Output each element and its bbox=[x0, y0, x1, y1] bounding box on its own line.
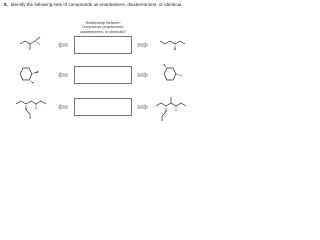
relationship-column-header bbox=[74, 21, 132, 34]
row-1-left-molecule bbox=[18, 35, 46, 51]
row-2-right-arrow bbox=[136, 72, 148, 78]
column-header-line-3: diastereomers, or identical)? bbox=[80, 29, 126, 34]
question-text: Identify the following sets of compounds as enantiomers, diastereomers, or identical. bbox=[10, 2, 183, 7]
row-3-right-molecule bbox=[154, 94, 188, 124]
column-header-line-2: Compounds (enantiomers, bbox=[81, 25, 125, 30]
column-header-line-1: Relationship Between bbox=[85, 21, 121, 25]
row-3-right-arrow bbox=[136, 104, 148, 110]
row-2-answer-box[interactable] bbox=[74, 66, 132, 84]
row-3-left-arrow bbox=[58, 104, 70, 110]
row-2-right-molecule bbox=[158, 64, 186, 84]
row-1-left-arrow bbox=[58, 42, 70, 48]
row-2-left-arrow bbox=[58, 72, 70, 78]
row-3-left-molecule bbox=[14, 96, 48, 122]
question-prompt bbox=[4, 2, 198, 8]
row-1-right-arrow bbox=[136, 42, 148, 48]
row-3-answer-box[interactable] bbox=[74, 98, 132, 116]
row-1-right-molecule bbox=[158, 35, 188, 51]
row-2-left-molecule bbox=[14, 64, 42, 84]
row-1-answer-box[interactable] bbox=[74, 36, 132, 54]
question-number: 8. bbox=[4, 2, 8, 7]
